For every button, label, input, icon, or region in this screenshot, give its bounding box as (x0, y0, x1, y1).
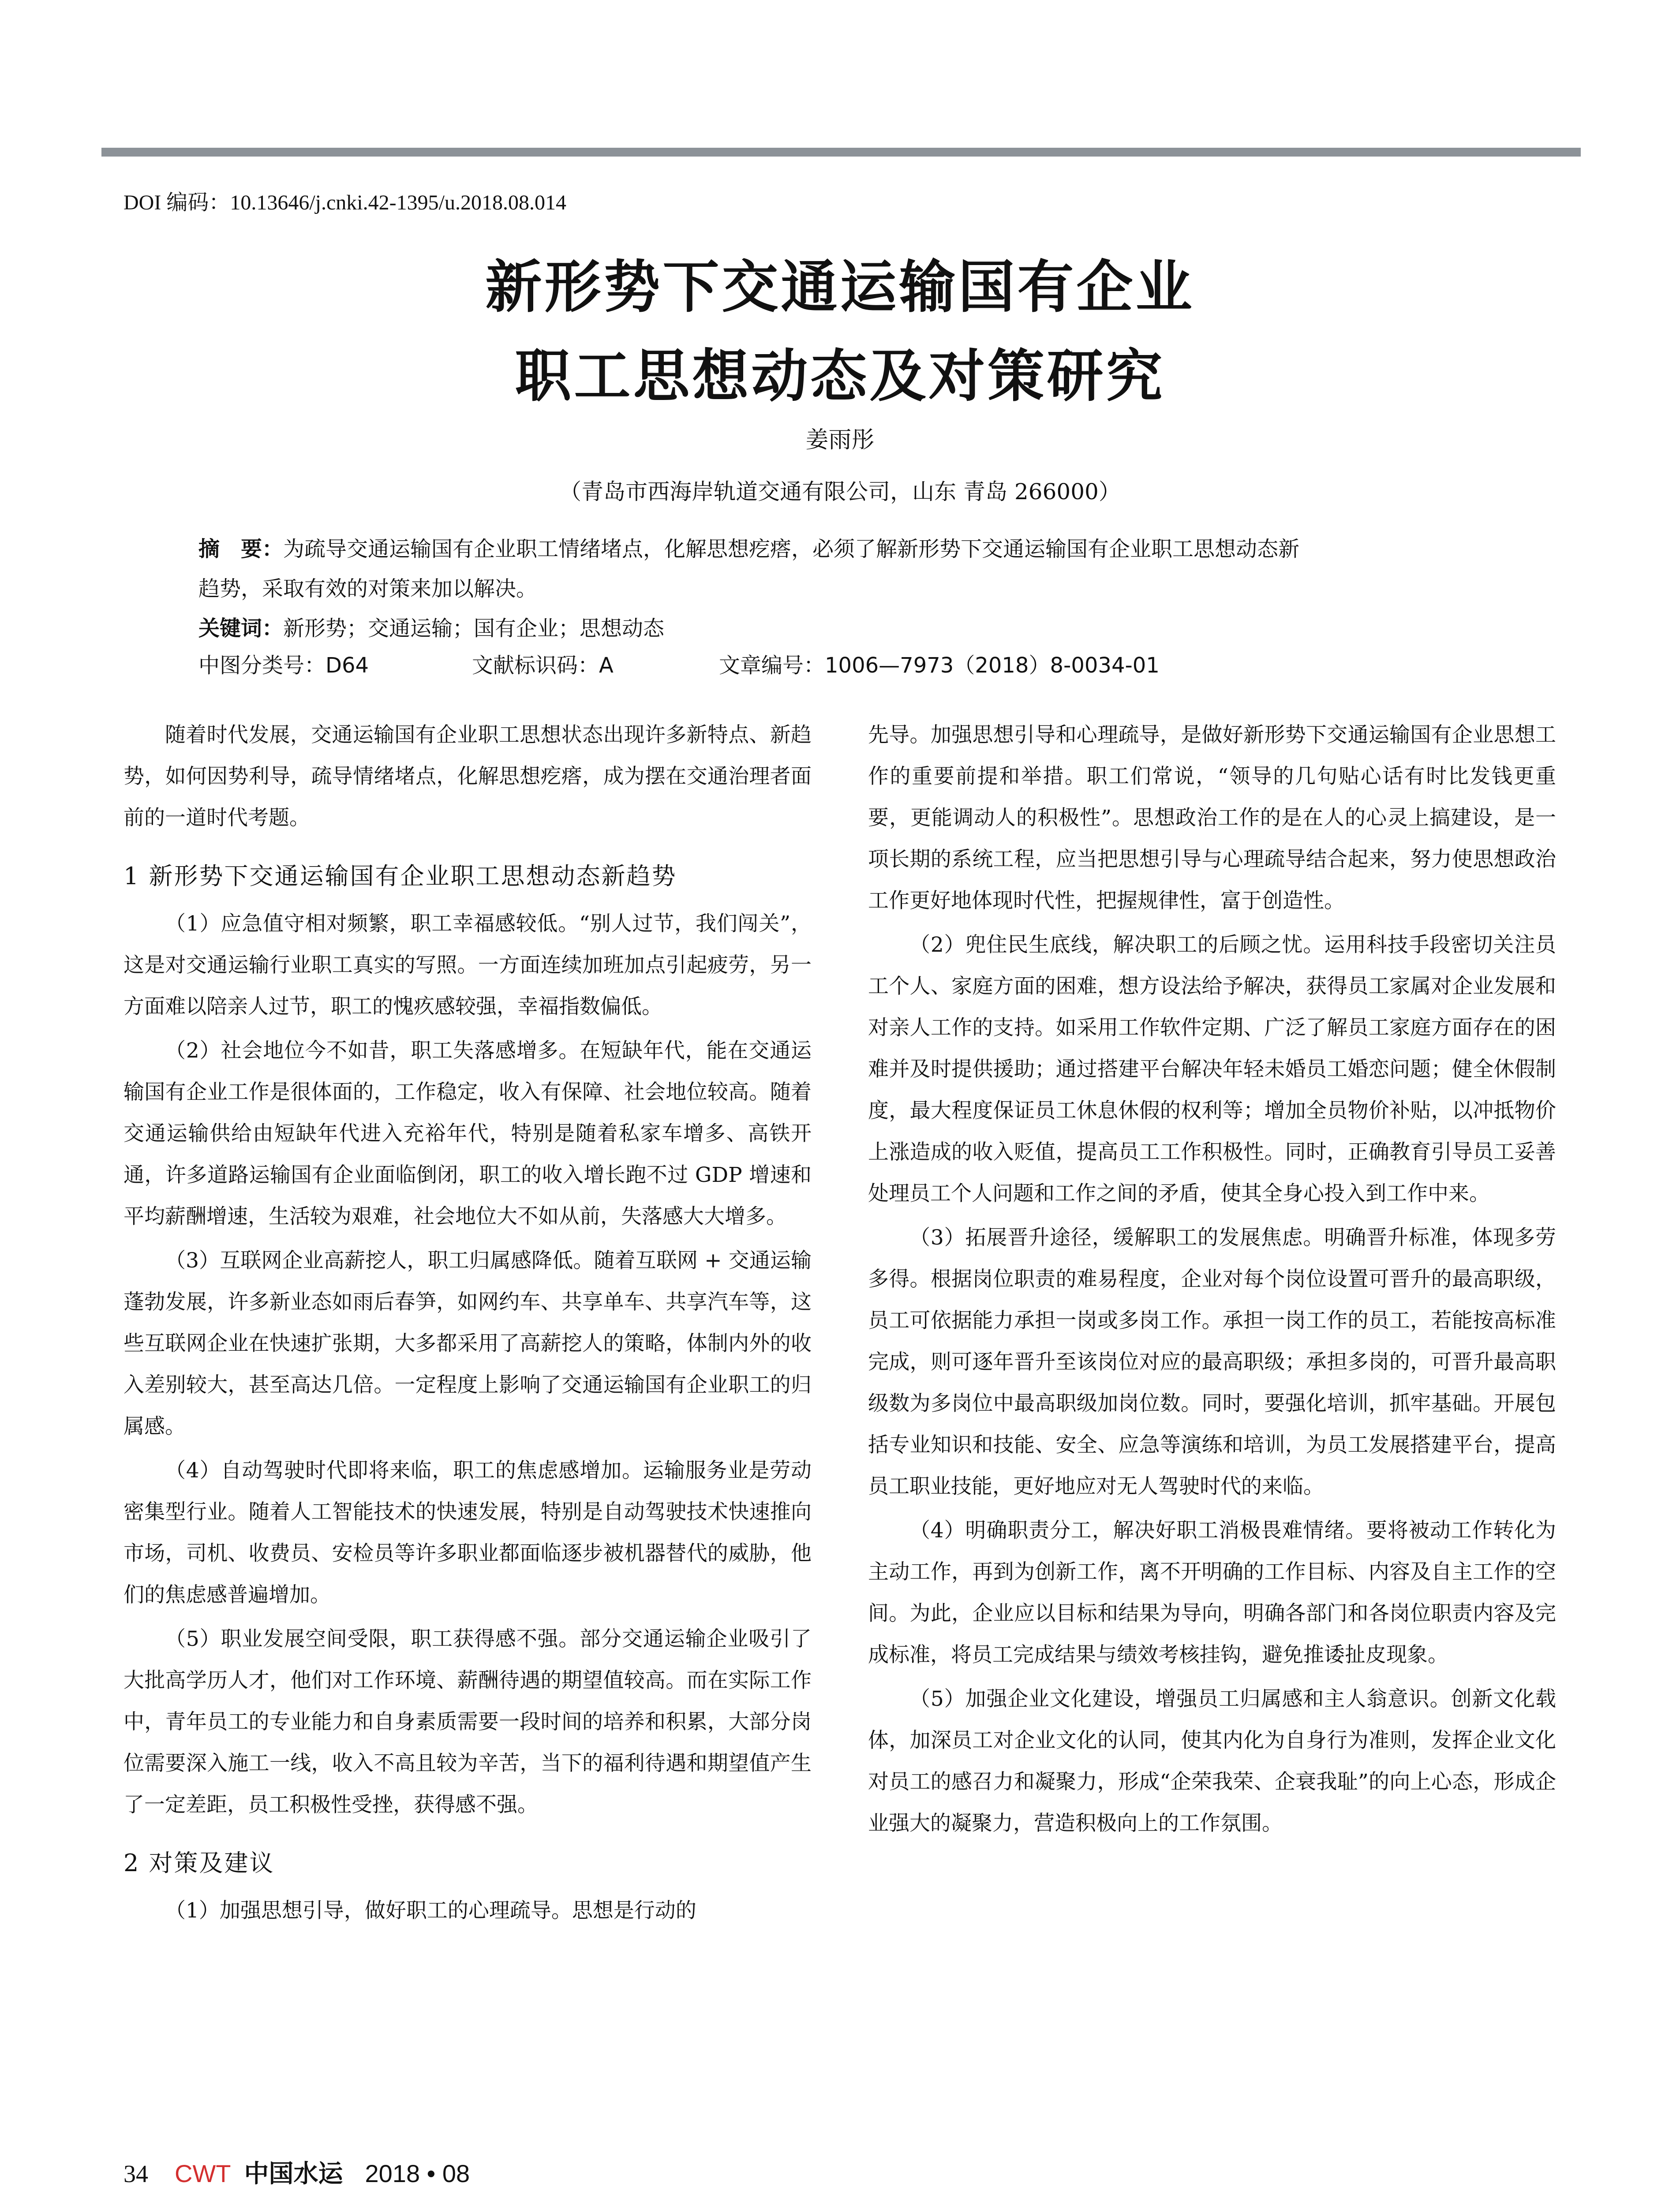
paragraph: （2）社会地位今不如昔，职工失落感增多。在短缺年代，能在交通运输国有企业工作是很体面的，工作稳定，收入有保障、社会地位较高。随着交通运输供给由短缺年代进入充裕年代，特别是随着私家车增多、高铁开通，许多道路运输国有企业面临倒闭，职工的收入增长跑不过 GDP 增速和平均薪酬增速，生活较为艰难，社会地位大不如从前，失落感大大增多。 (123, 1039, 812, 1229)
paragraph: （4）明确职责分工，解决好职工消极畏难情绪。要将被动工作转化为主动工作，再到为创新工作，离不开明确的工作目标、内容及自主工作的空间。为此，企业应以目标和结果为导向，明确各部门和各岗位职责内容及完成标准，将员工完成结果与绩效考核挂钩，避免推诿扯皮现象。 (868, 1518, 1556, 1667)
document-code: 文献标识码：A (472, 653, 614, 678)
abstract (198, 529, 1500, 569)
page-footer (123, 2154, 470, 2190)
title-line-2: 职工思想动态及对策研究 (515, 343, 1165, 409)
paragraph: （2）兜住民生底线，解决职工的后顾之忧。运用科技手段密切关注员工个人、家庭方面的困难，想方设法给予解决，获得员工家属对企业发展和对亲人工作的支持。如采用工作软件定期、广泛了解员工家庭方面存在的困难并及时提供援助；通过搭建平台解决年轻未婚员工婚恋问题；健全休假制度，最大程度保证员工休息休假的权利等；增加全员物价补贴，以冲抵物价上涨造成的收入贬值，提高员工工作积极性。同时，正确教育引导员工妥善处理员工个人问题和工作之间的矛盾，使其全身心投入到工作中来。 (868, 933, 1556, 1206)
left-column (123, 714, 812, 1934)
paragraph: （5）职业发展空间受限，职工获得感不强。部分交通运输企业吸引了大批高学历人才，他们对工作环境、薪酬待遇的期望值较高。而在实际工作中，青年员工的专业能力和自身素质需要一段时间的培养和积累，大部分岗位需要深入施工一线，收入不高且较为辛苦，当下的福利待遇和期望值产生了一定差距，员工积极性受挫，获得感不强。 (123, 1627, 812, 1817)
paragraph: （1）应急值守相对频繁，职工幸福感较低。“别人过节，我们闯关”，这是对交通运输行业职工真实的写照。一方面连续加班加点引起疲劳，另一方面难以陪亲人过节，职工的愧疚感较强，幸福指数偏低。 (123, 912, 812, 1019)
right-column (868, 714, 1556, 1847)
intro-paragraph: 随着时代发展，交通运输国有企业职工思想状态出现许多新特点、新趋势，如何因势利导，疏导情绪堵点，化解思想疙瘩，成为摆在交通治理者面前的一道时代考题。 (123, 723, 812, 830)
doi-line: DOI 编码：10.13646/j.cnki.42-1395/u.2018.08.014 (123, 191, 566, 214)
brand-logo: CWT (175, 2160, 231, 2187)
paragraph: （3）拓展晋升途径，缓解职工的发展焦虑。明确晋升标准，体现多劳多得。根据岗位职责的难易程度，企业对每个岗位设置可晋升的最高职级，员工可依据能力承担一岗或多岗工作。承担一岗工作的员工，若能按高标准完成，则可逐年晋升至该岗位对应的最高职级；承担多岗的，可晋升最高职级数为多岗位中最高职级加岗位数。同时，要强化培训，抓牢基础。开展包括专业知识和技能、安全、应急等演练和培训，为员工发展搭建平台，提高员工职业技能，更好地应对无人驾驶时代的来临。 (868, 1226, 1556, 1499)
paragraph: （5）加强企业文化建设，增强员工归属感和主人翁意识。创新文化载体，加深员工对企业文化的认同，使其内化为自身行为准则，发挥企业文化对员工的感召力和凝聚力，形成“企荣我荣、企衰我耻”的向上心态，形成企业强大的凝聚力，营造积极向上的工作氛围。 (868, 1687, 1556, 1835)
paragraph: （4）自动驾驶时代即将来临，职工的焦虑感增加。运输服务业是劳动密集型行业。随着人工智能技术的快速发展，特别是自动驾驶技术快速推向市场，司机、收费员、安检员等许多职业都面临逐步被机器替代的威胁，他们的焦虑感普遍增加。 (123, 1458, 812, 1607)
article-number: 文章编号：1006—7973（2018）8-0034-01 (719, 653, 1160, 678)
paragraph: （1）加强思想引导，做好职工的心理疏导。思想是行动的 (165, 1899, 696, 1923)
magazine-name: 中国水运 (244, 2160, 343, 2188)
top-rule (101, 148, 1581, 157)
abstract-label: 摘 要： (198, 537, 284, 561)
page-number: 34 (123, 2160, 148, 2188)
keywords-label: 关键词： (198, 616, 284, 641)
paragraph: （3）互联网企业高薪挖人，职工归属感降低。随着互联网 + 交通运输蓬勃发展，许多新业态如雨后春笋，如网约车、共享单车、共享汽车等，这些互联网企业在快速扩张期，大多都采用了高薪挖人的策略，体制内外的收入差别较大，甚至高达几倍。一定程度上影响了交通运输国有企业职工的归属感。 (123, 1248, 812, 1439)
keywords-text: 新形势；交通运输；国有企业；思想动态 (283, 616, 665, 641)
abstract-continued (198, 569, 1500, 609)
section-heading-2: 2 对策及建议 (123, 1849, 275, 1877)
abstract-text-1: 为疏导交通运输国有企业职工情绪堵点，化解思想疙瘩，必须了解新形势下交通运输国有企业职工思想动态新 (283, 537, 1300, 561)
section-heading-1: 1 新形势下交通运输国有企业职工思想动态新趋势 (123, 862, 677, 890)
issue-date: 2018 • 08 (365, 2160, 470, 2187)
keywords (198, 609, 1500, 648)
affiliation: （青岛市西海岸轨道交通有限公司，山东 青岛 266000） (559, 479, 1121, 505)
abstract-text-2: 趋势，采取有效的对策来加以解决。 (198, 576, 538, 601)
clc-number: 中图分类号：D64 (198, 653, 369, 678)
paragraph: 先导。加强思想引导和心理疏导，是做好新形势下交通运输国有企业思想工作的重要前提和举措。职工们常说，“领导的几句贴心话有时比发钱更重要，更能调动人的积极性”。思想政治工作的是在人的心灵上搞建设，是一项长期的系统工程，应当把思想引导与心理疏导结合起来，努力使思想政治工作更好地体现时代性，把握规律性，富于创造性。 (868, 723, 1556, 913)
title-line-1: 新形势下交通运输国有企业 (485, 254, 1195, 320)
author: 姜雨彤 (805, 427, 875, 453)
